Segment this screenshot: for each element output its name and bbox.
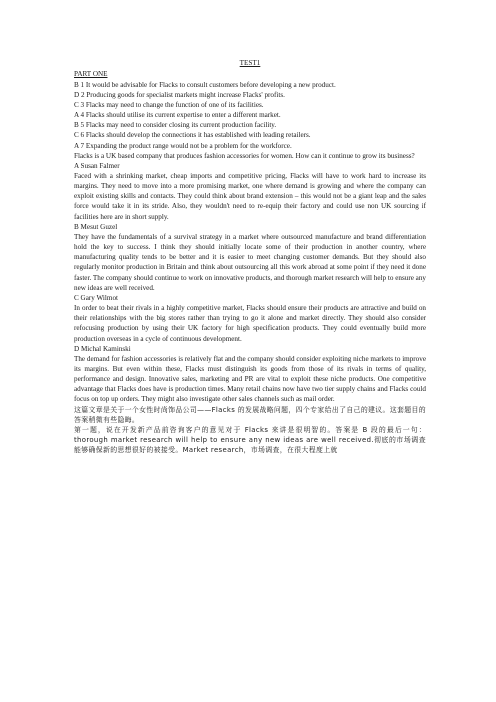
- expert-opinion: In order to beat their rivals in a highly competitive market, Flacks should ensure their products are attractive and build on their relationships with the big stores rather than trying to go it alone and market directly. They should also consider refocusing production by using their UK factory for high specification products. They could eventually build more production overseas in a cycle of continuous development.: [74, 304, 426, 343]
- document-title: TEST1: [239, 59, 261, 67]
- expert-name: B Mesut Guzel: [74, 222, 118, 231]
- chinese-note: 第一题，说在开发新产品前咨询客户的意见对于 Flacks 来讲是很明智的。答案是 B 段的最后一句：thorough market research will help to ensure any new ideas are well received.彻底的市场调查能够确保新的思想很好的被接受。Market research，市场调查，在很大程度上就: [74, 425, 426, 455]
- part-heading: PART ONE: [74, 70, 108, 79]
- expert-name: D Michal Kaminski: [74, 344, 131, 353]
- statement-item: A 7 Expanding the product range would not be a problem for the workforce.: [74, 141, 292, 150]
- expert-opinion: Faced with a shrinking market, cheap imports and competitive pricing, Flacks will have to work hard to increase its margins. They need to move into a more promising market, one where demand is growing and where the company can exploit existing skills and contacts. They could think about brand extension – this would not be a giant leap and the sales force would take it in its stride. Also, they wouldn't need to re-equip their factory and could use non UK sourcing if facilities here are in short supply.: [74, 172, 426, 221]
- statement-item: C 3 Flacks may need to change the function of one of its facilities.: [74, 100, 264, 109]
- chinese-note: 这篇文章是关于一个女性时尚饰品公司——Flacks 的发展战略问题，四个专家给出了自己的建议。这套题目的答案稍微有些隐晦。: [74, 405, 426, 424]
- expert-opinion: They have the fundamentals of a survival strategy in a market where outsourced manufacture and brand differentiation hold the key to success. I think they should initially locate some of their production in another country, where manufacturing quality tends to be better and it is easier to meet changing customer demands. But they should also regularly monitor production in Britain and think about outsourcing all this work abroad at some point if they need it done faster. The company should continue to work on innovative products, and thorough market research will help to ensure any new ideas are well received.: [74, 232, 426, 292]
- expert-name: C Gary Wilmot: [74, 293, 119, 302]
- statement-item: A 4 Flacks should utilise its current expertise to enter a different market.: [74, 111, 281, 120]
- statement-item: D 2 Producing goods for specialist markets might increase Flacks' profits.: [74, 90, 285, 99]
- statement-list: [74, 80, 426, 151]
- intro-question: Flacks is a UK based company that produces fashion accessories for women. How can it continue to grow its business?: [74, 151, 415, 160]
- expert-name: A Susan Falmer: [74, 161, 120, 170]
- document-page: [74, 58, 426, 455]
- expert-opinion: The demand for fashion accessories is relatively flat and the company should consider exploiting niche markets to improve its margins. But even within these, Flacks must distinguish its goods from those of its rivals in terms of quality, performance and design. Innovative sales, marketing and PR are vital to exploit these niche products. One competitive advantage that Flacks does have is production times. Many retail chains now have two tier supply chains and Flacks could focus on top up orders. They might also investigate other sales channels such as mail order.: [74, 354, 426, 404]
- statement-item: B 5 Flacks may need to consider closing its current production facility.: [74, 121, 277, 130]
- statement-item: C 6 Flacks should develop the connections it has established with leading retailers.: [74, 131, 311, 140]
- statement-item: B 1 It would be advisable for Flacks to consult customers before developing a new product.: [74, 80, 336, 89]
